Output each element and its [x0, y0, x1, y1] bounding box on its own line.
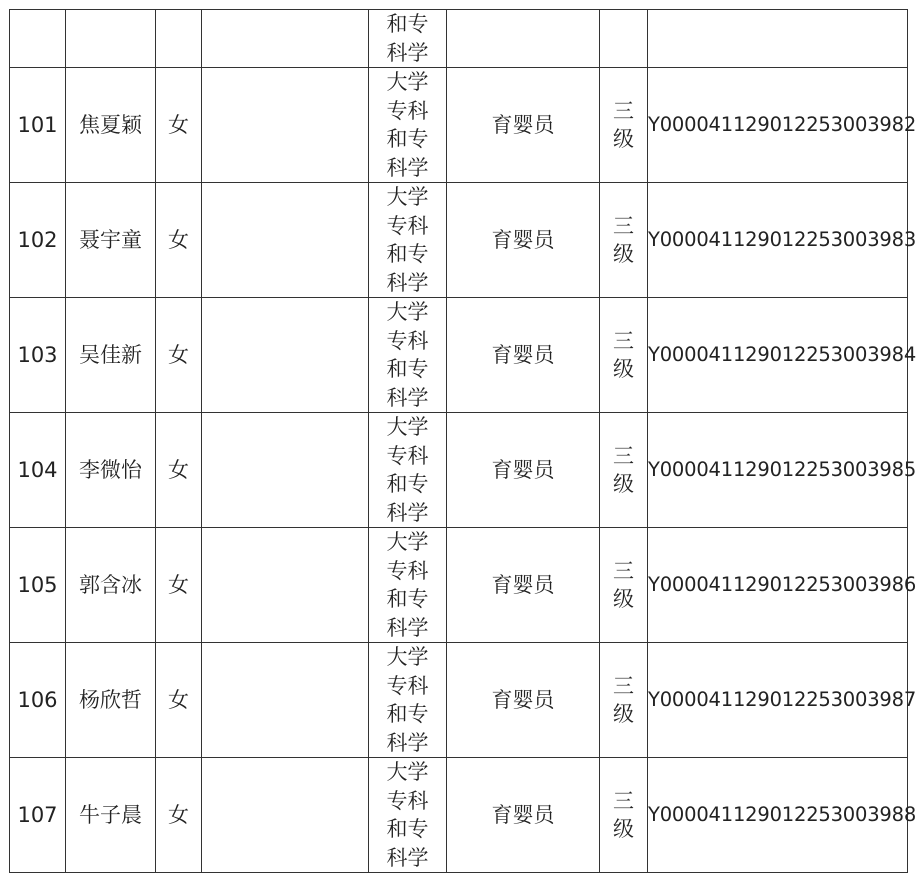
education-text: 大学专科和专科学 [386, 530, 429, 640]
cell-gender [156, 298, 202, 413]
name-text: 聂宇童 [79, 227, 142, 252]
no-text: 105 [17, 572, 58, 597]
cell-no [10, 413, 66, 528]
education-text: 和专科学 [386, 12, 429, 65]
cell-occupation [447, 643, 600, 758]
education-text: 大学专科和专科学 [386, 645, 429, 755]
cell-cert [648, 183, 917, 298]
cell-cert [648, 10, 908, 68]
cell-no [10, 10, 66, 68]
cell-occupation [447, 10, 600, 68]
table-row [10, 528, 908, 643]
table-row [10, 413, 908, 528]
level-text: 三级 [612, 98, 634, 151]
cell-occupation [447, 413, 600, 528]
education-text: 大学专科和专科学 [386, 415, 429, 525]
cell-no [10, 68, 66, 183]
occupation-text: 育婴员 [491, 227, 555, 252]
cert-text: Y000041129012253003988 [648, 803, 917, 827]
cell-cert [648, 68, 917, 183]
cell-blank [202, 413, 369, 528]
name-text: 吴佳新 [79, 342, 142, 367]
table-row [10, 758, 908, 873]
gender-text: 女 [168, 457, 189, 482]
cell-occupation [447, 183, 600, 298]
name-text: 焦夏颖 [79, 112, 142, 137]
cell-education [369, 413, 447, 528]
cell-gender [156, 758, 202, 873]
cell-name [66, 413, 156, 528]
education-text: 大学专科和专科学 [386, 70, 429, 180]
cert-text: Y000041129012253003984 [648, 343, 917, 367]
table-row [10, 643, 908, 758]
cell-no [10, 298, 66, 413]
table-row [10, 68, 908, 183]
gender-text: 女 [168, 687, 189, 712]
cell-no [10, 758, 66, 873]
cell-name [66, 68, 156, 183]
level-text: 三级 [612, 673, 634, 726]
cell-gender [156, 183, 202, 298]
gender-text: 女 [168, 227, 189, 252]
education-text: 大学专科和专科学 [386, 300, 429, 410]
level-text: 三级 [612, 788, 634, 841]
cell-cert [648, 643, 917, 758]
table-body [10, 10, 917, 873]
cert-text: Y000041129012253003982 [648, 113, 917, 137]
cell-cert [648, 413, 917, 528]
gender-text: 女 [168, 572, 189, 597]
occupation-text: 育婴员 [491, 687, 555, 712]
level-text: 三级 [612, 443, 634, 496]
cell-gender [156, 10, 202, 68]
education-text: 大学专科和专科学 [386, 185, 429, 295]
cell-education [369, 68, 447, 183]
table-row [10, 298, 908, 413]
no-text: 103 [17, 342, 58, 367]
level-text: 三级 [612, 328, 634, 381]
certificate-table [9, 9, 917, 873]
no-text: 106 [17, 687, 58, 712]
cell-education [369, 10, 447, 68]
cell-cert [648, 298, 917, 413]
cell-education [369, 183, 447, 298]
cell-level [600, 183, 648, 298]
cert-text: Y000041129012253003986 [648, 573, 917, 597]
education-text: 大学专科和专科学 [386, 760, 429, 870]
cell-cert [648, 528, 917, 643]
cell-education [369, 758, 447, 873]
cell-blank [202, 643, 369, 758]
cell-no [10, 643, 66, 758]
cell-gender [156, 643, 202, 758]
occupation-text: 育婴员 [491, 802, 555, 827]
cell-no [10, 528, 66, 643]
cell-gender [156, 528, 202, 643]
no-text: 107 [17, 802, 58, 827]
cell-gender [156, 413, 202, 528]
occupation-text: 育婴员 [491, 457, 555, 482]
cell-cert [648, 758, 917, 873]
no-text: 102 [17, 227, 58, 252]
cell-education [369, 298, 447, 413]
cell-gender [156, 68, 202, 183]
cell-level [600, 528, 648, 643]
name-text: 郭含冰 [79, 572, 142, 597]
cell-blank [202, 528, 369, 643]
cell-no [10, 183, 66, 298]
occupation-text: 育婴员 [491, 342, 555, 367]
gender-text: 女 [168, 802, 189, 827]
cell-name [66, 10, 156, 68]
cell-name [66, 643, 156, 758]
occupation-text: 育婴员 [491, 572, 555, 597]
cell-occupation [447, 758, 600, 873]
cell-occupation [447, 528, 600, 643]
name-text: 杨欣哲 [79, 687, 142, 712]
cell-blank [202, 68, 369, 183]
cell-blank [202, 10, 369, 68]
gender-text: 女 [168, 112, 189, 137]
cert-text: Y000041129012253003987 [648, 688, 917, 712]
no-text: 101 [17, 112, 58, 137]
name-text: 牛子晨 [79, 802, 142, 827]
cell-name [66, 298, 156, 413]
cell-level [600, 758, 648, 873]
cell-occupation [447, 298, 600, 413]
cell-name [66, 758, 156, 873]
cell-level [600, 68, 648, 183]
cell-education [369, 643, 447, 758]
cell-level [600, 10, 648, 68]
cell-blank [202, 183, 369, 298]
cell-education [369, 528, 447, 643]
cell-occupation [447, 68, 600, 183]
level-text: 三级 [612, 213, 634, 266]
cell-name [66, 528, 156, 643]
table-row-partial [10, 10, 908, 68]
gender-text: 女 [168, 342, 189, 367]
cert-text: Y000041129012253003983 [648, 228, 917, 252]
cell-name [66, 183, 156, 298]
cell-level [600, 413, 648, 528]
cell-blank [202, 298, 369, 413]
name-text: 李微怡 [79, 457, 142, 482]
occupation-text: 育婴员 [491, 112, 555, 137]
cell-blank [202, 758, 369, 873]
level-text: 三级 [612, 558, 634, 611]
cert-text: Y000041129012253003985 [648, 458, 917, 482]
table-row [10, 183, 908, 298]
cell-level [600, 298, 648, 413]
cell-level [600, 643, 648, 758]
no-text: 104 [17, 457, 58, 482]
